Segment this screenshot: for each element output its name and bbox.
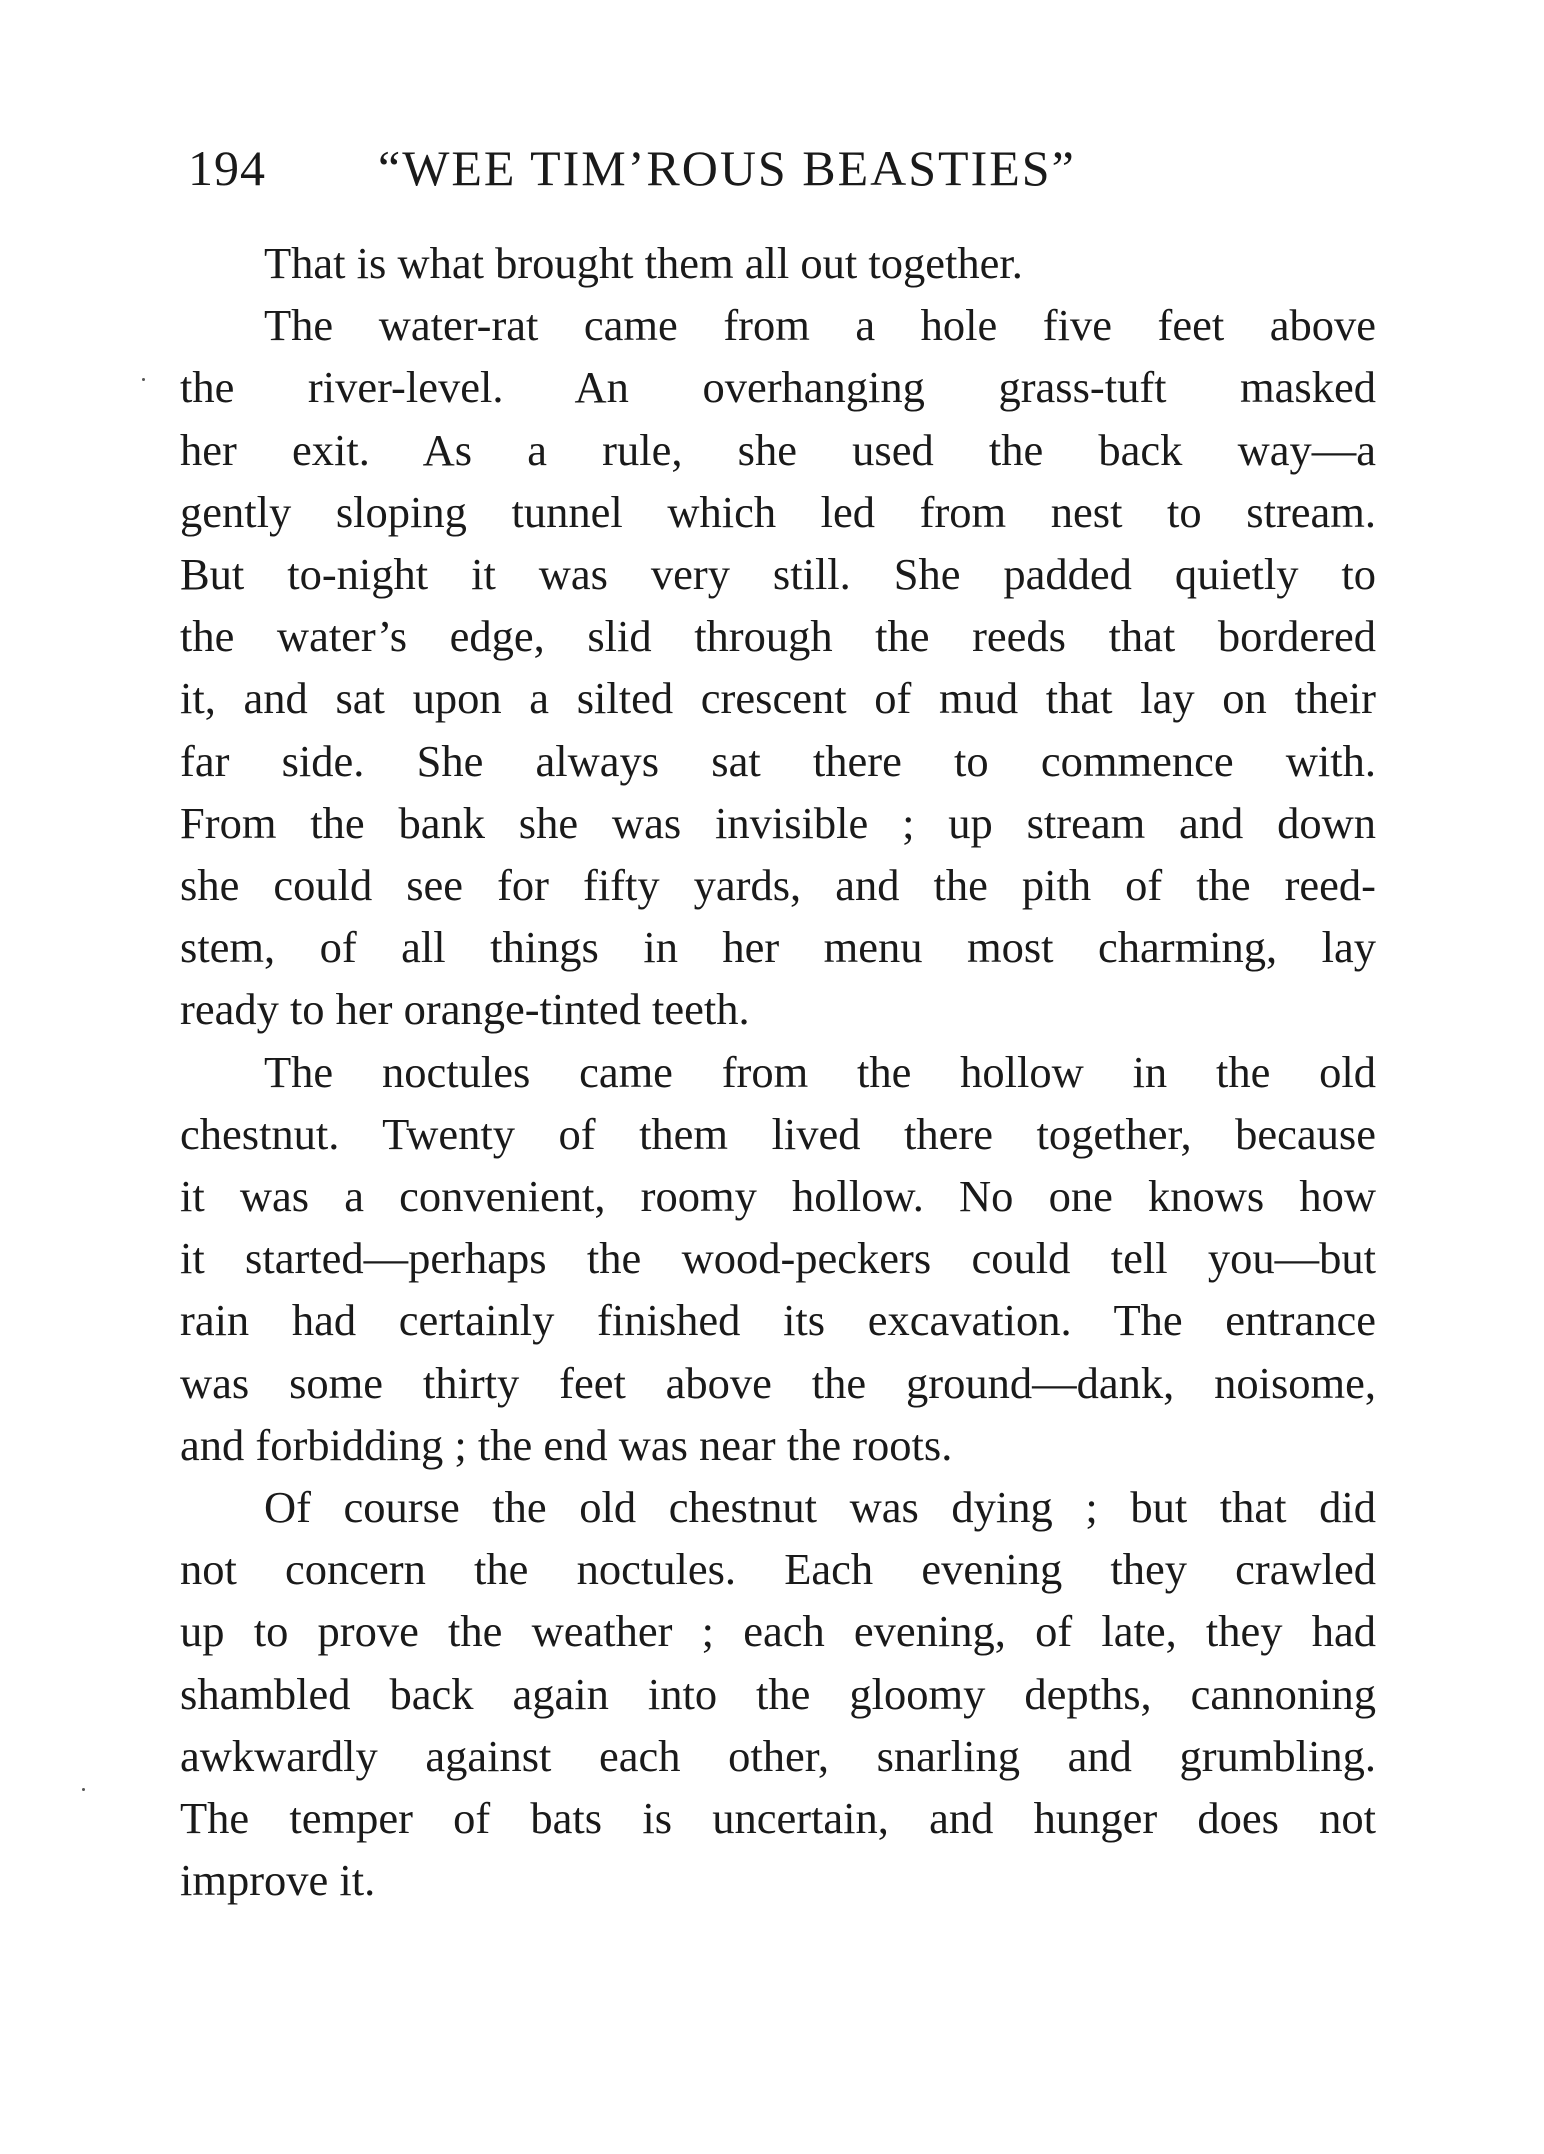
text-line: not concern the noctules. Each evening they crawled xyxy=(180,1544,1376,1595)
text-line: But to-night it was very still. She padded quietly to xyxy=(180,549,1376,600)
text-line: it started—perhaps the wood-peckers could tell you—but xyxy=(180,1233,1376,1284)
text-line: awkwardly against each other, snarling and grumbling. xyxy=(180,1730,1376,1781)
text-line: The noctules came from the hollow in the old xyxy=(264,1046,1376,1097)
text-line: far side. She always sat there to commence with. xyxy=(180,735,1376,786)
text-line: it, and sat upon a silted crescent of mud that lay on their xyxy=(180,673,1376,724)
body-text xyxy=(180,232,1376,1911)
text-line: The temper of bats is uncertain, and hunger does not xyxy=(180,1793,1376,1844)
paragraph-2 xyxy=(180,294,1376,1040)
text-line: ready to her orange-tinted teeth. xyxy=(180,984,750,1035)
text-line: the water’s edge, slid through the reeds that bordered xyxy=(180,611,1376,662)
text-line: Of course the old chestnut was dying ; but that did xyxy=(264,1482,1376,1533)
text-line: That is what brought them all out together. xyxy=(264,238,1023,288)
page-number: 194 xyxy=(188,140,266,196)
text-line: up to prove the weather ; each evening, of late, they had xyxy=(180,1606,1376,1657)
running-title: “WEE TIM’ROUS BEASTIES” xyxy=(378,140,1076,196)
scan-speck xyxy=(82,1788,85,1791)
text-line: her exit. As a rule, she used the back way—a xyxy=(180,424,1376,475)
text-line: chestnut. Twenty of them lived there together, because xyxy=(180,1108,1376,1159)
text-line: it was a convenient, roomy hollow. No one knows how xyxy=(180,1171,1376,1222)
text-line: improve it. xyxy=(180,1855,376,1906)
scan-speck xyxy=(142,378,145,381)
text-line: and forbidding ; the end was near the roots. xyxy=(180,1419,953,1470)
text-line: stem, of all things in her menu most charming, lay xyxy=(180,922,1376,973)
text-line: From the bank she was invisible ; up stream and down xyxy=(180,797,1376,848)
paragraph-1 xyxy=(180,232,1376,294)
running-head xyxy=(188,138,1208,198)
paragraph-4 xyxy=(180,1476,1376,1911)
text-line: The water-rat came from a hole five feet above xyxy=(264,300,1376,351)
text-line: the river-level. An overhanging grass-tuft masked xyxy=(180,362,1376,413)
text-line: was some thirty feet above the ground—dank, noisome, xyxy=(180,1357,1376,1408)
text-line: she could see for fifty yards, and the pith of the reed- xyxy=(180,860,1376,911)
text-line: shambled back again into the gloomy depths, cannoning xyxy=(180,1668,1376,1719)
text-line: rain had certainly finished its excavation. The entrance xyxy=(180,1295,1376,1346)
paragraph-3 xyxy=(180,1041,1376,1476)
text-line: gently sloping tunnel which led from nest to stream. xyxy=(180,486,1376,537)
